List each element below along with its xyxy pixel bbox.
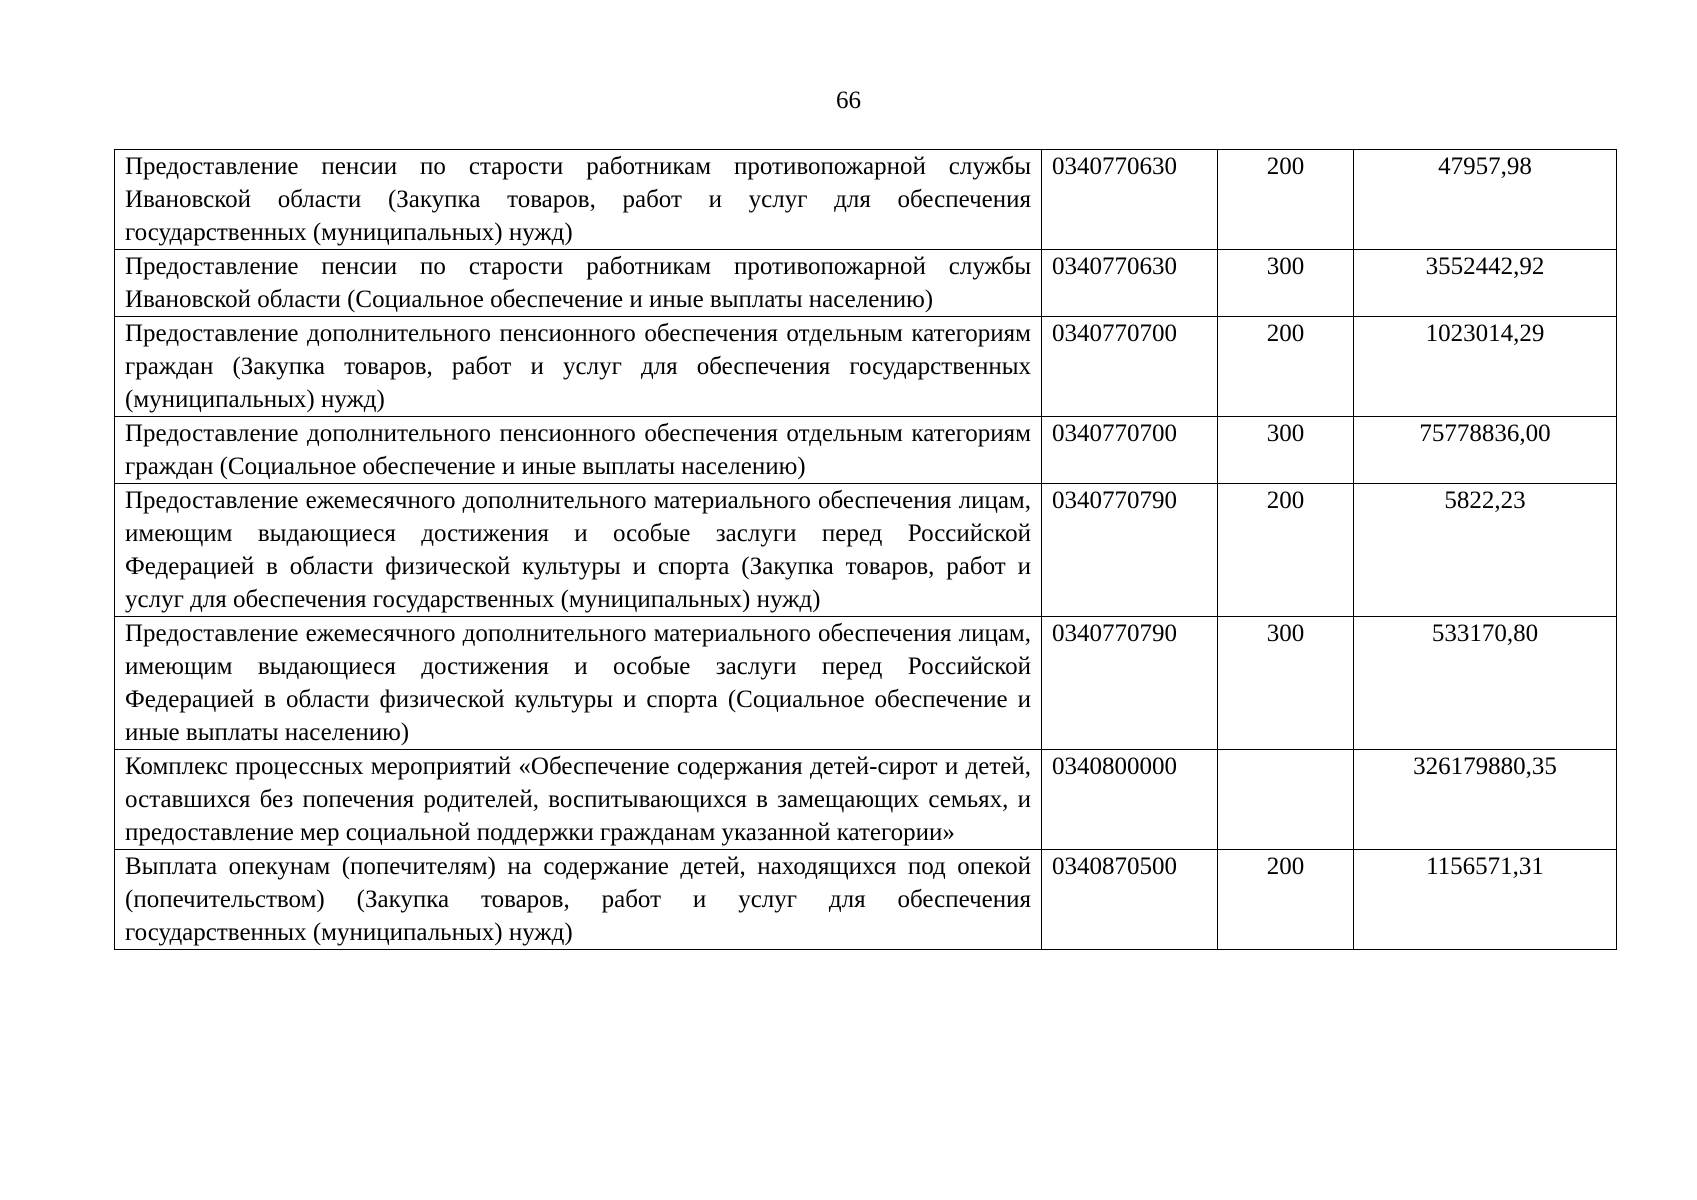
row-code-cell: 0340770700 — [1042, 417, 1218, 484]
row-type-cell: 300 — [1218, 250, 1354, 317]
row-sum-cell: 533170,80 — [1354, 617, 1617, 750]
row-name-cell: Предоставление дополнительного пенсионного обеспечения отдельным категориям граждан (Социальное обеспечение и иные выплаты населению) — [115, 417, 1042, 484]
row-type-cell: 200 — [1218, 150, 1354, 250]
row-name-cell: Выплата опекунам (попечителям) на содержание детей, находящихся под опекой (попечительством) (Закупка товаров, работ и услуг для обеспечения государственных (муниципальных) нужд) — [115, 850, 1042, 950]
row-code-cell: 0340770790 — [1042, 484, 1218, 617]
row-sum-cell: 47957,98 — [1354, 150, 1617, 250]
row-name-cell: Предоставление дополнительного пенсионного обеспечения отдельным категориям граждан (Закупка товаров, работ и услуг для обеспечения государственных (муниципальных) нужд) — [115, 317, 1042, 417]
row-sum-cell: 326179880,35 — [1354, 750, 1617, 850]
row-code-cell: 0340770630 — [1042, 150, 1218, 250]
row-code-cell: 0340770630 — [1042, 250, 1218, 317]
table-row — [115, 417, 1617, 484]
row-name-cell: Предоставление пенсии по старости работникам противопожарной службы Ивановской области (Социальное обеспечение и иные выплаты населению) — [115, 250, 1042, 317]
row-type-cell — [1218, 750, 1354, 850]
row-name-cell: Предоставление пенсии по старости работникам противопожарной службы Ивановской области (Закупка товаров, работ и услуг для обеспечения государственных (муниципальных) нужд) — [115, 150, 1042, 250]
table-row — [115, 150, 1617, 250]
row-name-cell: Комплекс процессных мероприятий «Обеспечение содержания детей-сирот и детей, оставшихся без попечения родителей, воспитывающихся в замещающих семьях, и предоставление мер социальной поддержки гражданам указанной категории» — [115, 750, 1042, 850]
page-number: 66 — [836, 87, 861, 114]
table-row — [115, 850, 1617, 950]
row-code-cell: 0340870500 — [1042, 850, 1218, 950]
row-name-cell: Предоставление ежемесячного дополнительного материального обеспечения лицам, имеющим выдающиеся достижения и особые заслуги перед Российской Федерацией в области физической культуры и спорта (Закупка товаров, работ и услуг для обеспечения государственных (муниципальных) нужд) — [115, 484, 1042, 617]
row-code-cell: 0340770790 — [1042, 617, 1218, 750]
row-sum-cell: 5822,23 — [1354, 484, 1617, 617]
row-type-cell: 200 — [1218, 850, 1354, 950]
row-code-cell: 0340800000 — [1042, 750, 1218, 850]
table-row — [115, 750, 1617, 850]
table-row — [115, 250, 1617, 317]
row-type-cell: 200 — [1218, 484, 1354, 617]
row-type-cell: 200 — [1218, 317, 1354, 417]
row-sum-cell: 1156571,31 — [1354, 850, 1617, 950]
table-row — [115, 484, 1617, 617]
row-sum-cell: 3552442,92 — [1354, 250, 1617, 317]
row-sum-cell: 75778836,00 — [1354, 417, 1617, 484]
table-row — [115, 617, 1617, 750]
row-type-cell: 300 — [1218, 417, 1354, 484]
row-sum-cell: 1023014,29 — [1354, 317, 1617, 417]
row-type-cell: 300 — [1218, 617, 1354, 750]
table-row — [115, 317, 1617, 417]
budget-table — [114, 149, 1617, 950]
row-code-cell: 0340770700 — [1042, 317, 1218, 417]
row-name-cell: Предоставление ежемесячного дополнительного материального обеспечения лицам, имеющим выдающиеся достижения и особые заслуги перед Российской Федерацией в области физической культуры и спорта (Социальное обеспечение и иные выплаты населению) — [115, 617, 1042, 750]
